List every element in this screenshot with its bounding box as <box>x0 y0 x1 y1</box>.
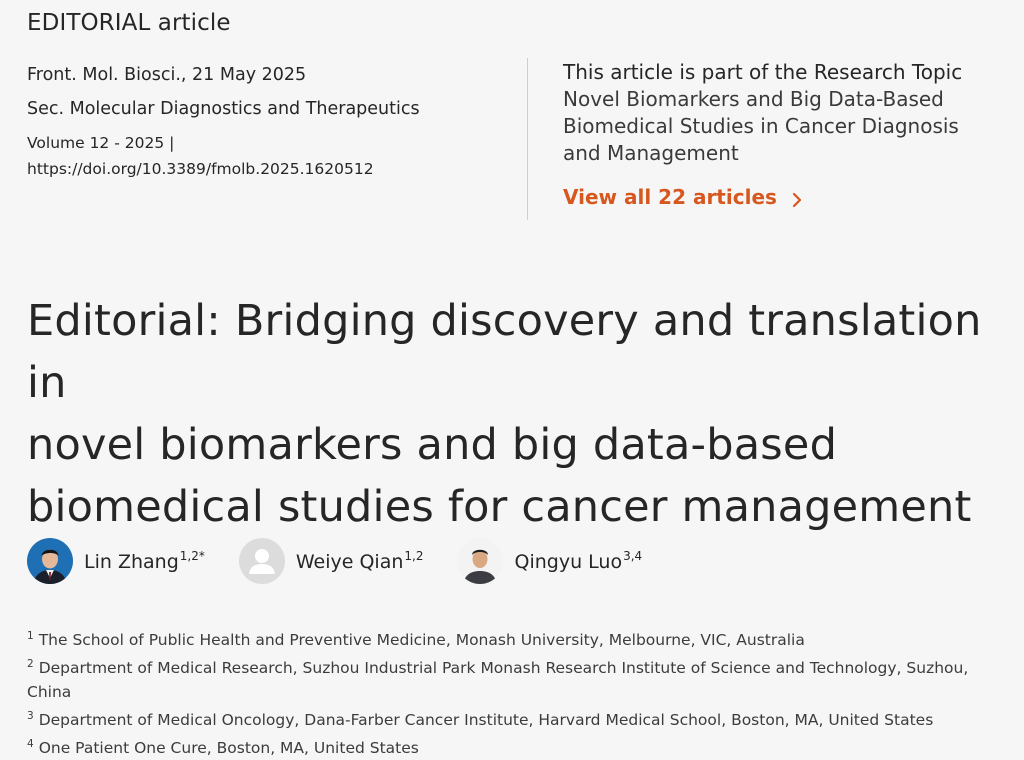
view-all-articles-link[interactable] <box>563 185 805 209</box>
article-meta <box>27 58 497 182</box>
affiliations-list <box>27 624 1002 760</box>
research-topic-title-line: Biomedical Studies in Cancer Diagnosis <box>563 114 959 138</box>
author-list <box>27 538 676 584</box>
research-topic-panel <box>563 58 1003 209</box>
author-weiye-qian[interactable] <box>239 538 424 584</box>
article-title-line: biomedical studies for cancer management <box>27 482 972 532</box>
article-type-label: EDITORIAL article <box>27 10 231 36</box>
author-name: Qingyu Luo$^{3,4}$ <box>514 549 643 573</box>
article-title <box>27 290 1007 538</box>
doi-link[interactable]: https://doi.org/10.3389/fmolb.2025.1620512 <box>27 160 374 178</box>
article-title-line: novel biomarkers and big data-based <box>27 420 838 470</box>
research-topic-title-line: and Management <box>563 141 739 165</box>
author-affiliation-sup: 1,2* <box>179 549 205 563</box>
journal-date[interactable]: Front. Mol. Biosci., 21 May 2025 <box>27 65 307 85</box>
research-topic-heading: This article is part of the Research Topic <box>563 60 963 84</box>
research-topic-title-line: Novel Biomarkers and Big Data-Based <box>563 87 944 111</box>
author-name: Weiye Qian$^{1,2}$ <box>295 549 424 573</box>
affiliation-item: $^1$ The School of Public Health and Preventive Medicine, Monash University, Melbourne, VIC, Australia <box>27 630 805 649</box>
volume-info: Volume 12 - 2025 | <box>27 134 175 152</box>
affiliation-item: $^3$ Department of Medical Oncology, Dana-Farber Cancer Institute, Harvard Medical School, Boston, MA, United States <box>27 710 934 729</box>
section-link[interactable]: Sec. Molecular Diagnostics and Therapeutics <box>27 99 420 119</box>
affiliation-item: $^2$ Department of Medical Research, Suzhou Industrial Park Monash Research Institute of Science and Technology, Suzhou, China <box>27 658 969 701</box>
avatar-placeholder <box>239 538 285 584</box>
avatar-photo <box>457 538 503 584</box>
author-affiliation-sup: 1,2 <box>404 549 424 563</box>
author-lin-zhang[interactable] <box>27 538 205 584</box>
research-topic-title[interactable] <box>563 86 1003 167</box>
article-title-line: Editorial: Bridging discovery and translation in <box>27 296 982 408</box>
view-all-label: View all 22 articles <box>563 185 777 209</box>
meta-divider <box>527 58 528 220</box>
author-name: Lin Zhang$^{1,2*}$ <box>84 549 205 573</box>
author-affiliation-sup: 3,4 <box>623 549 643 563</box>
chevron-right-icon <box>789 189 805 205</box>
avatar-photo <box>27 538 73 584</box>
affiliation-item: $^4$ One Patient One Cure, Boston, MA, United States <box>27 738 419 757</box>
author-qingyu-luo[interactable] <box>457 538 642 584</box>
